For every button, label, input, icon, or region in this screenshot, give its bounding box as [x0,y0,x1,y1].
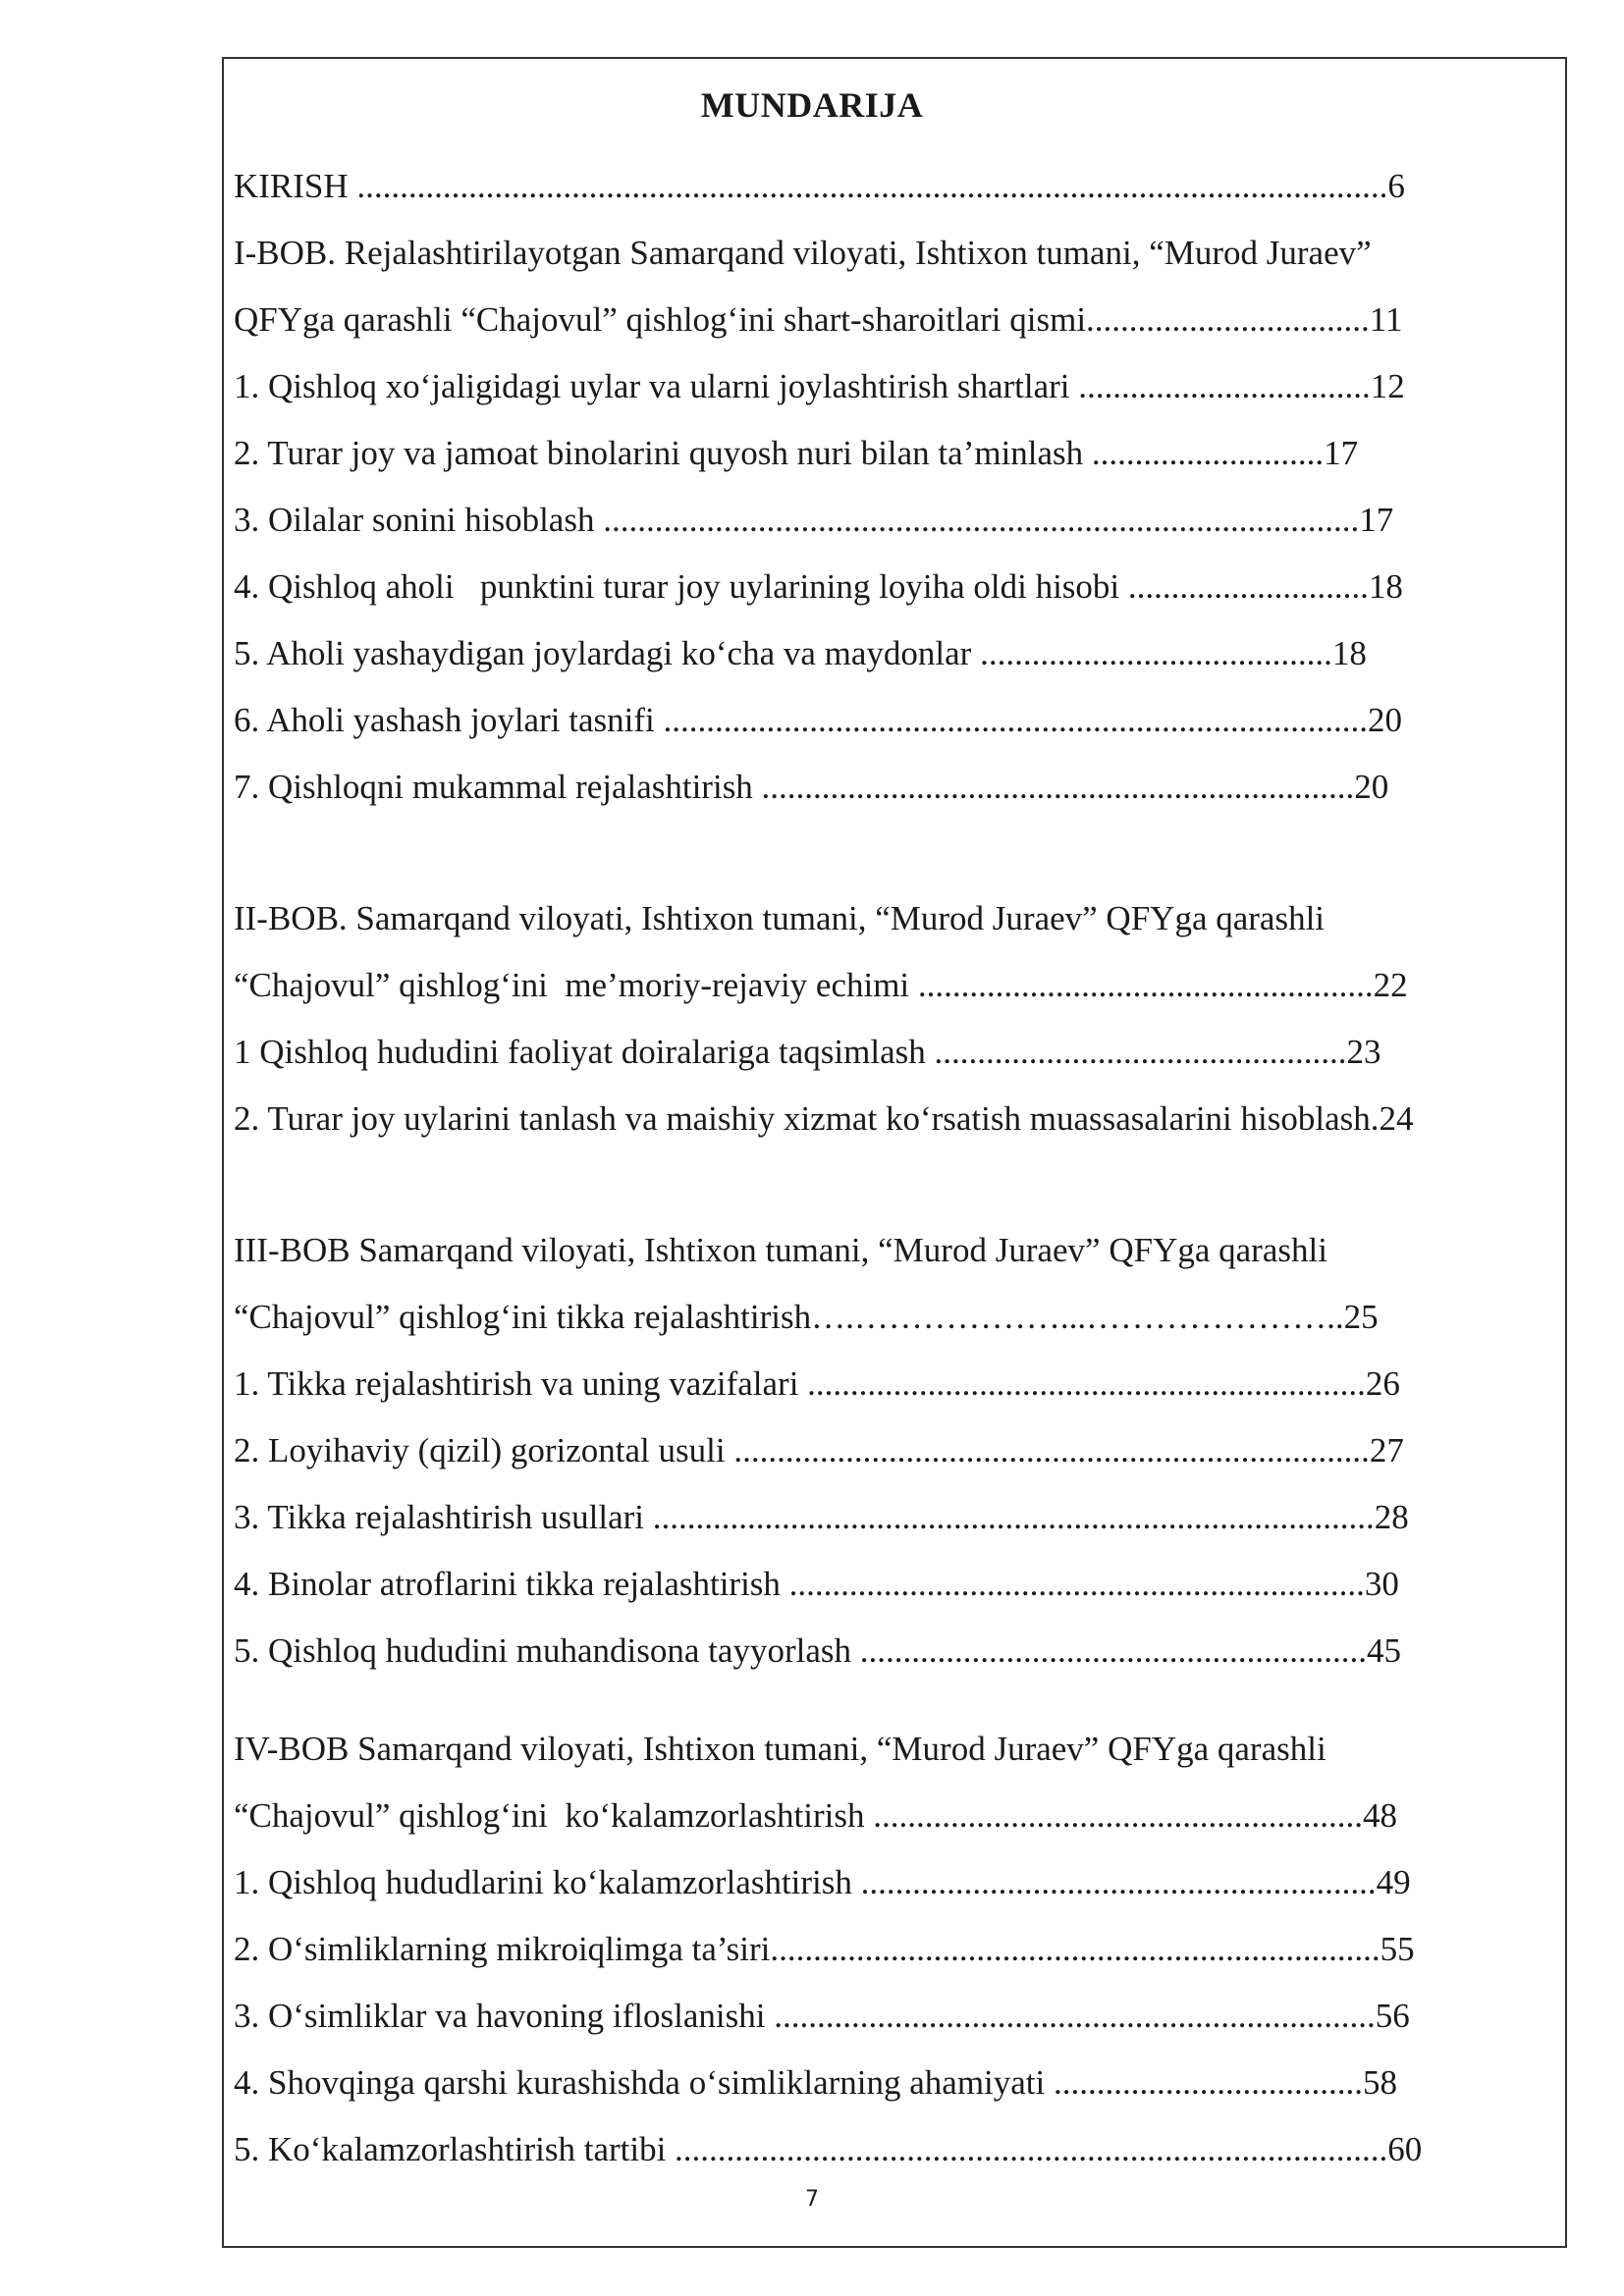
toc-line: 2. O‘simliklarning mikroiqlimga ta’siri.......................................................................55 [234,1929,1415,1968]
toc-line: 1. Tikka rejalashtirish va uning vazifalari .................................................................26 [234,1363,1400,1403]
toc-entry [234,1915,1559,1982]
toc-entry [234,619,1559,686]
toc-entry [234,2115,1559,2182]
toc-line: 3. O‘simliklar va havoning ifloslanishi ......................................................................56 [234,1996,1410,2035]
toc-line: 5. Qishloq hududini muhandisona tayyorlash ...........................................................45 [234,1630,1401,1670]
toc-entry [234,419,1559,486]
toc-chapter-3-heading [234,1216,1559,1283]
toc-entry [234,1982,1559,2049]
toc-entry [234,1085,1559,1151]
toc-line: 7. Qishloqni mukammal rejalashtirish .....................................................................20 [234,767,1389,806]
toc-entry [234,553,1559,619]
toc-line: 3. Tikka rejalashtirish usullari ....................................................................................28 [234,1497,1409,1536]
toc-line: QFYga qarashli “Chajovul” qishlog‘ini shart-sharoitlari qismi.................................11 [234,299,1403,339]
toc-line: 4. Binolar atroflarini tikka rejalashtirish ...................................................................30 [234,1564,1399,1603]
toc-line: 2. Loyihaviy (qizil) gorizontal usuli ..........................................................................27 [234,1430,1404,1469]
toc-line: 5. Aholi yashaydigan joylardagi ko‘cha va maydonlar .........................................18 [234,633,1367,672]
toc-line: 4. Qishloq aholi punktini turar joy uylarining loyiha oldi hisobi ............................18 [234,566,1403,606]
toc-title: MUNDARIJA [700,85,924,125]
toc-chapter-4-heading-cont [234,1782,1559,1848]
toc-line: 6. Aholi yashash joylari tasnifi ..................................................................................20 [234,700,1402,739]
toc-chapter-2-heading [234,884,1559,951]
toc-entry-kirish [234,152,1559,219]
toc-line: “Chajovul” qishlog‘ini tikka rejalashtirish….………………...…………………..25 [234,1297,1379,1336]
toc-line: 1 Qishloq hududini faoliyat doiralariga taqsimlash ................................................23 [234,1032,1381,1071]
toc-entry [234,753,1559,820]
toc-line: 2. Turar joy va jamoat binolarini quyosh nuri bilan ta’minlash ...........................17 [234,433,1359,472]
toc-entry [234,1018,1559,1085]
toc-line: 1. Qishloq xo‘jaligidagi uylar va ularni joylashtirish shartlari ..................................12 [234,366,1405,405]
toc-entry [234,1550,1559,1617]
toc-line: 2. Turar joy uylarini tanlash va maishiy xizmat ko‘rsatish muassasalarini hisoblash.24 [234,1098,1414,1138]
toc-chapter-1-heading-cont [234,286,1559,352]
toc-line: 1. Qishloq hududlarini ko‘kalamzorlashtirish ............................................................49 [234,1862,1411,1901]
toc-chapter-3-heading-cont [234,1283,1559,1350]
toc-line: IV-BOB Samarqand viloyati, Ishtixon tumani, “Murod Juraev” QFYga qarashli [234,1729,1326,1768]
toc-line: III-BOB Samarqand viloyati, Ishtixon tumani, “Murod Juraev” QFYga qarashli [234,1230,1327,1269]
toc-entry [234,486,1559,553]
toc-line: “Chajovul” qishlog‘ini me’moriy-rejaviy echimi .....................................................22 [234,965,1408,1004]
toc-entry [234,1350,1559,1416]
toc-entry [234,1848,1559,1915]
table-of-contents [234,152,1559,2182]
toc-entry [234,1483,1559,1550]
toc-line: “Chajovul” qishlog‘ini ko‘kalamzorlashtirish .........................................................48 [234,1795,1398,1835]
toc-line: 4. Shovqinga qarshi kurashishda o‘simliklarning ahamiyati ....................................58 [234,2062,1398,2102]
toc-line: 5. Ko‘kalamzorlashtirish tartibi ...................................................................................60 [234,2129,1423,2168]
toc-chapter-1-heading [234,219,1559,286]
page-number: 7 [805,2187,819,2212]
toc-entry [234,1617,1559,1683]
toc-line: II-BOB. Samarqand viloyati, Ishtixon tumani, “Murod Juraev” QFYga qarashli [234,898,1326,937]
toc-chapter-2-heading-cont [234,951,1559,1018]
toc-entry [234,686,1559,753]
toc-line: I-BOB. Rejalashtirilayotgan Samarqand viloyati, Ishtixon tumani, “Murod Juraev” [234,233,1372,272]
toc-entry [234,1416,1559,1483]
toc-line: KIRISH ........................................................................................................................6 [234,166,1405,205]
toc-entry [234,352,1559,419]
toc-chapter-4-heading [234,1715,1559,1782]
toc-entry [234,2049,1559,2115]
toc-line: 3. Oilalar sonini hisoblash ........................................................................................17 [234,500,1394,539]
